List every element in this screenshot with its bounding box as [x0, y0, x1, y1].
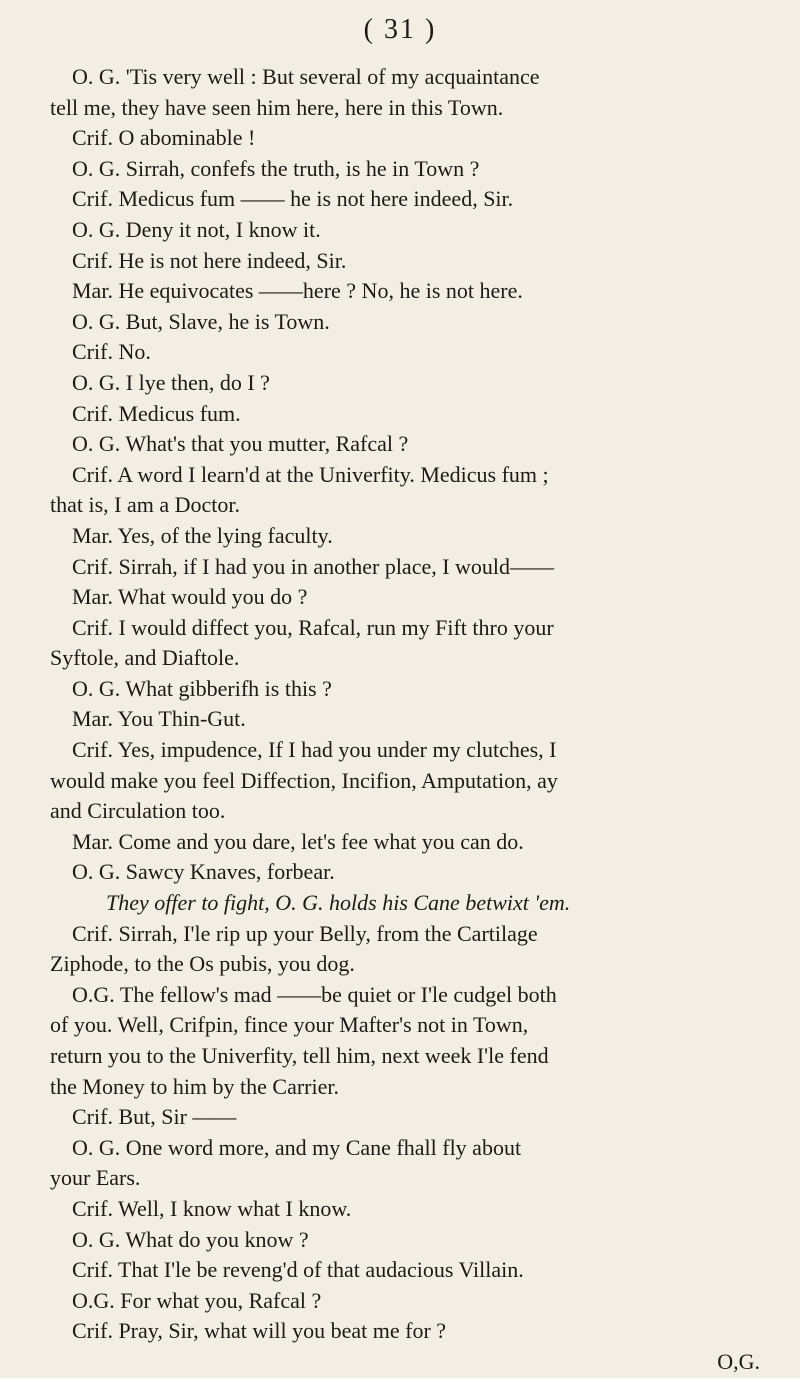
text-line: Crif. Medicus fum —— he is not here indeed, Sir.	[72, 186, 514, 212]
text-line: O. G. 'Tis very well : But several of my acquaintance	[72, 64, 540, 89]
page-number: ( 31 )	[363, 14, 437, 45]
text-line: Mar. Come and you dare, let's fee what you can do.	[72, 828, 524, 854]
text-line: Mar. He equivocates ——here ? No, he is not here.	[72, 278, 523, 304]
text-line: Crif. Yes, impudence, If I had you under my clutches, I	[72, 737, 557, 763]
text-line: Crif. Pray, Sir, what will you beat me for ?	[72, 1318, 447, 1344]
text-line: Crif. I would diffect you, Rafcal, run my Fift thro your	[72, 614, 554, 640]
text-line: O. G. Deny it not, I know it.	[72, 216, 321, 242]
text-line: Crif. Sirrah, I'le rip up your Belly, from the Cartilage	[72, 920, 538, 946]
text-line: your Ears.	[50, 1165, 141, 1191]
text-line: O.G. The fellow's mad ——be quiet or I'le cudgel both	[72, 981, 557, 1007]
text-line: O.G. For what you, Rafcal ?	[72, 1287, 322, 1313]
text-line: and Circulation too.	[50, 798, 226, 824]
text-line: Mar. Yes, of the lying faculty.	[72, 522, 333, 548]
text-line: Crif. Sirrah, if I had you in another place, I would——	[72, 553, 555, 579]
text-line: Crif. Medicus fum.	[72, 400, 241, 426]
text-line: O. G. Sirrah, confefs the truth, is he in Town ?	[72, 155, 480, 181]
text-line: Mar. You Thin-Gut.	[72, 706, 246, 732]
text-line: O. G. What gibberifh is this ?	[72, 675, 332, 701]
text-line: of you. Well, Crifpin, fince your Mafter's not in Town,	[50, 1012, 529, 1038]
text-line: Ziphode, to the Os pubis, you dog.	[50, 951, 355, 977]
text-line: tell me, they have seen him here, here in this Town.	[50, 94, 504, 120]
text-line: Crif. But, Sir ——	[72, 1104, 237, 1130]
text-line: Crif. No.	[72, 339, 151, 365]
text-line: that is, I am a Doctor.	[50, 492, 241, 518]
text-line: Crif. Well, I know what I know.	[72, 1195, 352, 1221]
text-line: Crif. O abominable !	[72, 125, 256, 151]
stage-direction: They offer to fight, O. G. holds his Cane betwixt 'em.	[106, 890, 571, 916]
text-line: Crif. He is not here indeed, Sir.	[72, 247, 347, 273]
text-line: O. G. Sawcy Knaves, forbear.	[72, 859, 335, 885]
text-line: the Money to him by the Carrier.	[50, 1073, 339, 1099]
text-line: Crif. That I'le be reveng'd of that audacious Villain.	[72, 1257, 524, 1283]
text-line: Mar. What would you do ?	[72, 584, 308, 610]
text-line: O. G. What's that you mutter, Rafcal ?	[72, 431, 409, 457]
text-line: return you to the Univerfity, tell him, next week I'le fend	[50, 1043, 549, 1068]
play-text	[50, 62, 780, 1378]
text-line: would make you feel Diffection, Incifion, Amputation, ay	[50, 767, 558, 793]
text-line: O. G. What do you know ?	[72, 1226, 309, 1252]
text-line: Crif. A word I learn'd at the Univerfity. Medicus fum ;	[72, 461, 549, 487]
catchword: O,G.	[717, 1348, 760, 1374]
text-line: Syftole, and Diaftole.	[50, 645, 240, 671]
text-line: O. G. I lye then, do I ?	[72, 369, 270, 395]
text-line: O. G. One word more, and my Cane fhall fly about	[72, 1134, 522, 1160]
text-line: O. G. But, Slave, he is Town.	[72, 308, 330, 334]
